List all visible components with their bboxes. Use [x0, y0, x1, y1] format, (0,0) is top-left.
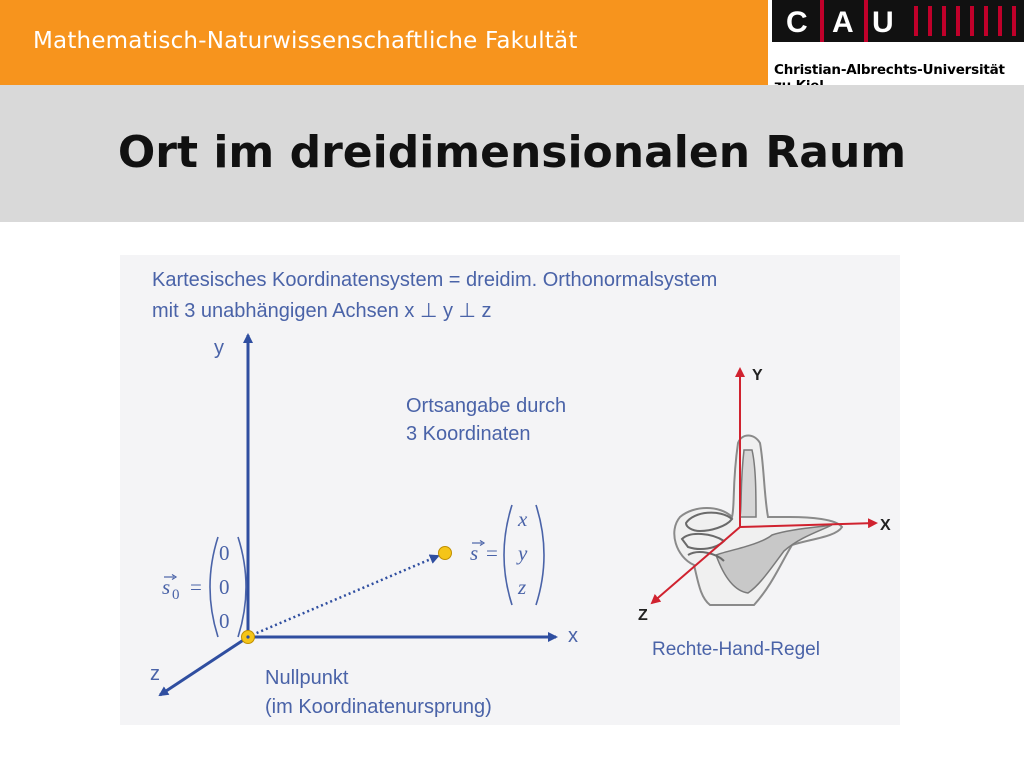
- s-equals: =: [486, 541, 498, 565]
- z-axis-label: z: [150, 663, 160, 685]
- s-label: s: [470, 541, 479, 565]
- s-component-y: y: [518, 541, 528, 565]
- ortsangabe-line-2: 3 Koordinaten: [406, 423, 531, 445]
- s-component-x: x: [518, 507, 528, 531]
- nullpunkt-line-2: (im Koordinatenursprung): [265, 696, 492, 718]
- university-name: Christian-Albrechts-Universität: [774, 62, 1005, 78]
- faculty-name: Mathematisch-Naturwissenschaftliche Fakultät: [33, 28, 578, 54]
- coordinate-figure: [120, 255, 900, 725]
- s0-label: s: [162, 575, 171, 599]
- s0-component-2: 0: [219, 575, 230, 599]
- hand-y-label: Y: [752, 367, 763, 384]
- z-axis: [160, 637, 248, 695]
- logo-letter-u: U: [872, 6, 894, 39]
- header-bar: [0, 0, 768, 85]
- s0-subscript: 0: [172, 587, 180, 603]
- cau-logo: [768, 0, 1024, 42]
- hand-x-label: X: [880, 517, 891, 534]
- ortsangabe-line-1: Ortsangabe durch: [406, 395, 567, 417]
- hand-rule-caption: Rechte-Hand-Regel: [652, 639, 820, 660]
- caption-line-1: Kartesisches Koordinatensystem = dreidim. Orthonormalsystem: [152, 269, 718, 291]
- y-axis-label: y: [214, 337, 224, 359]
- hand-z-label: Z: [638, 607, 648, 624]
- s0-component-1: 0: [219, 541, 230, 565]
- caption-line-2: mit 3 unabhängigen Achsen x ⊥ y ⊥ z: [152, 300, 492, 322]
- s-component-z: z: [518, 575, 527, 599]
- position-vector: [252, 556, 438, 635]
- nullpunkt-line-1: Nullpunkt: [265, 667, 349, 689]
- logo-letter-c: C: [786, 6, 808, 39]
- s0-component-3: 0: [219, 609, 230, 633]
- slide-title: Ort im dreidimensionalen Raum: [117, 127, 907, 178]
- right-hand-illustration: [674, 436, 842, 606]
- s0-equals: =: [190, 575, 202, 599]
- logo-letter-a: A: [832, 6, 854, 39]
- target-point: [439, 547, 452, 560]
- x-axis-label: x: [568, 625, 578, 647]
